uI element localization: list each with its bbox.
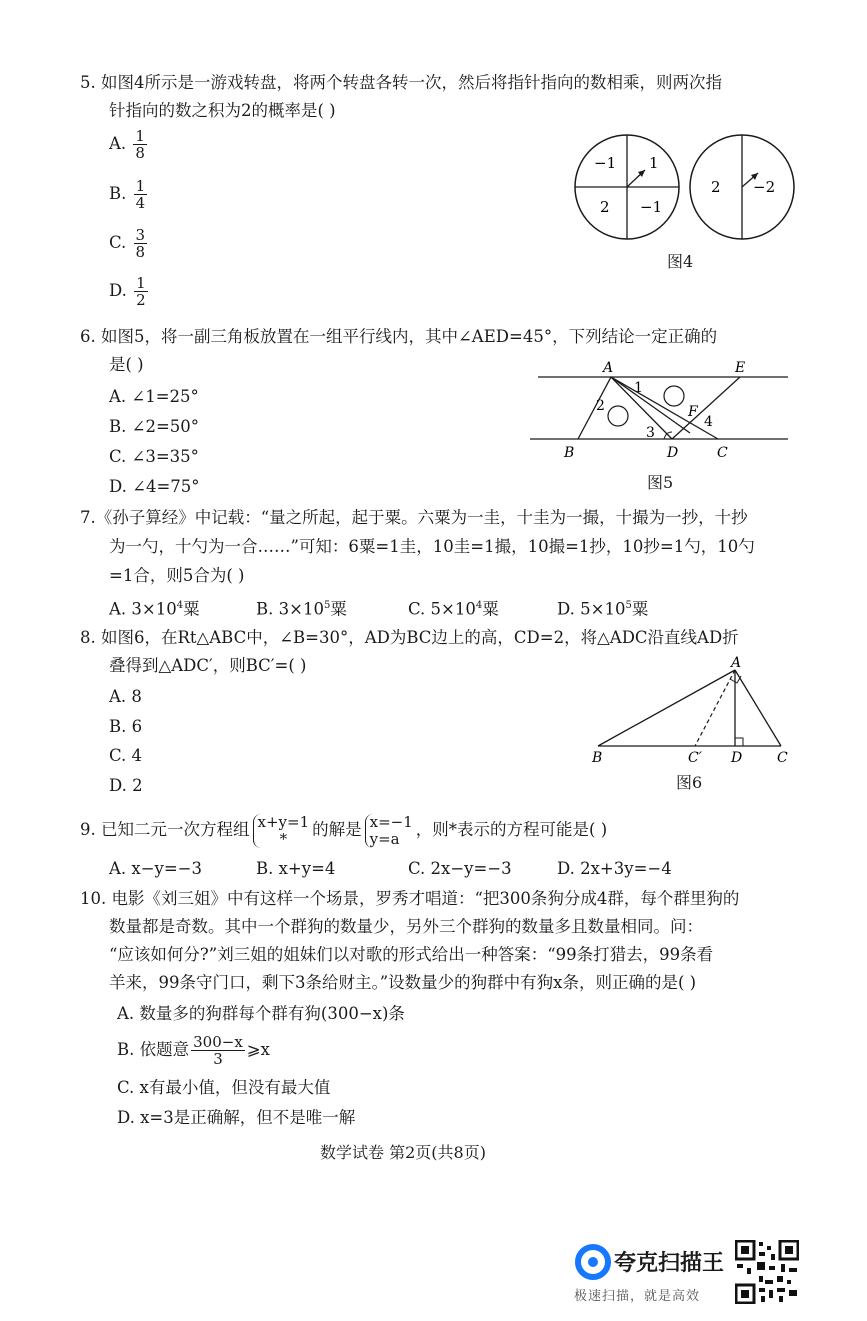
equation-system-2: x=−1 y=a xyxy=(365,814,413,848)
q8-option-a[interactable]: A. 8 xyxy=(109,687,142,706)
spinner2-label: 2 xyxy=(711,178,721,196)
svg-text:B: B xyxy=(592,750,603,766)
fraction: $\frac{1}{8}$ xyxy=(135,127,145,162)
q8-line1: 8. 如图6，在Rt△ABC中，∠B=30°，AD为BC边上的高，CD=2，将△ADC沿直线AD折 xyxy=(80,628,739,647)
q5-option-d[interactable]: D. $\frac{1}{2}$ xyxy=(109,274,146,309)
q9-option-b[interactable]: B. x+y=4 xyxy=(256,859,336,878)
q5-option-b[interactable]: B. $\frac{1}{4}$ xyxy=(109,177,146,212)
qr-code-icon xyxy=(735,1240,799,1304)
svg-text:4: 4 xyxy=(704,414,713,430)
figure-6-triangle xyxy=(585,652,800,770)
q5-option-a[interactable]: A. $\frac{1}{8}$ xyxy=(109,127,145,162)
q9-option-a[interactable]: A. x−y=−3 xyxy=(109,859,203,878)
q10-line4: 羊来，99条守门口，剩下3条给财主。”设数量少的狗群中有狗x条，则正确的是( ) xyxy=(109,973,697,992)
svg-text:3: 3 xyxy=(646,425,655,441)
svg-text:D: D xyxy=(667,445,679,461)
q7-line2: 为一勺，十勺为一合……”可知：6粟=1圭，10圭=1撮，10撮=1抄，10抄=1勺，10勺 xyxy=(109,537,755,556)
scanner-slogan: 极速扫描，就是高效 xyxy=(574,1289,701,1304)
figure-6-caption: 图6 xyxy=(676,773,703,792)
q7-option-c[interactable]: C. $5\times 10^4$粟 xyxy=(408,599,499,619)
spinner1-label: 2 xyxy=(600,198,610,216)
figure-5-triangles xyxy=(528,358,793,468)
q6-line2: 是( ) xyxy=(109,355,144,374)
q5-line2: 针指向的数之积为2的概率是( ) xyxy=(109,101,336,120)
svg-text:1: 1 xyxy=(634,380,643,396)
svg-text:F: F xyxy=(688,404,698,420)
svg-text:C: C xyxy=(777,750,788,766)
q7-option-b[interactable]: B. $3\times 10^5$粟 xyxy=(256,599,347,619)
q6-option-c[interactable]: C. ∠3=35° xyxy=(109,447,199,466)
q9-option-d[interactable]: D. 2x+3y=−4 xyxy=(557,859,672,878)
q10-option-c[interactable]: C. x有最小值，但没有最大值 xyxy=(117,1078,331,1097)
q10-option-b[interactable]: B. 依题意 $\frac{300-x}{3}$ ⩾x xyxy=(117,1033,270,1068)
svg-text:A: A xyxy=(731,655,742,671)
figure-4-caption: 图4 xyxy=(667,252,694,271)
svg-text:C: C xyxy=(717,445,728,461)
fraction: $\frac{300-x}{3}$ xyxy=(193,1033,243,1068)
page-footer: 数学试卷 第2页(共8页) xyxy=(320,1143,486,1162)
q10-line1: 10. 电影《刘三姐》中有这样一个场景，罗秀才唱道：“把300条狗分成4群，每个群里狗的 xyxy=(80,889,740,908)
fraction: $\frac{1}{4}$ xyxy=(135,177,146,212)
q8-line2: 叠得到△ADC′，则BC′=( ) xyxy=(109,656,307,675)
q6-line1: 6. 如图5，将一副三角板放置在一组平行线内，其中∠AED=45°，下列结论一定正确的 xyxy=(80,327,718,346)
q7-line1: 7.《孙子算经》中记载：“量之所起，起于粟。六粟为一圭，十圭为一撮，十撮为一抄，十抄 xyxy=(80,508,748,527)
svg-text:D: D xyxy=(731,750,743,766)
svg-text:E: E xyxy=(735,360,746,376)
q6-option-a[interactable]: A. ∠1=25° xyxy=(109,387,199,406)
svg-text:A: A xyxy=(603,360,614,376)
q10-option-a[interactable]: A. 数量多的狗群每个群有狗(300−x)条 xyxy=(117,1004,405,1023)
spinner-1 xyxy=(575,135,679,239)
fraction: $\frac{1}{2}$ xyxy=(136,274,146,309)
spinner-2 xyxy=(690,135,794,239)
q5-option-c[interactable]: C. $\frac{3}{8}$ xyxy=(109,226,146,261)
q7-option-d[interactable]: D. $5\times 10^5$粟 xyxy=(557,599,649,619)
quark-logo-icon xyxy=(575,1244,611,1280)
q8-option-b[interactable]: B. 6 xyxy=(109,717,143,736)
q10-line2: 数量都是奇数。其中一个群狗的数量少，另外三个群狗的数量多且数量相同。问： xyxy=(109,917,703,936)
spinner1-label: 1 xyxy=(649,154,659,172)
scanner-brand-name: 夸克扫描王 xyxy=(614,1251,725,1276)
q8-option-d[interactable]: D. 2 xyxy=(109,776,143,795)
figure-5-caption: 图5 xyxy=(647,473,674,492)
q7-option-a[interactable]: A. $3\times 10^4$粟 xyxy=(109,599,200,619)
spinner2-label: −2 xyxy=(753,178,776,196)
q10-option-d[interactable]: D. x=3是正确解，但不是唯一解 xyxy=(117,1108,356,1127)
q10-line3: “应该如何分?”刘三姐的姐妹们以对歌的形式给出一种答案：“99条打猎去，99条看 xyxy=(109,945,714,964)
svg-text:B: B xyxy=(564,445,575,461)
q7-line3: =1合，则5合为( ) xyxy=(109,566,245,585)
spinner1-label: −1 xyxy=(594,154,617,172)
equation-system-1: x+y=1 * xyxy=(253,814,310,848)
svg-text:2: 2 xyxy=(596,398,605,414)
q8-option-c[interactable]: C. 4 xyxy=(109,746,143,765)
spinner1-label: −1 xyxy=(640,198,663,216)
figure-4-spinners xyxy=(570,132,810,244)
svg-text:C′: C′ xyxy=(688,750,702,766)
q6-option-b[interactable]: B. ∠2=50° xyxy=(109,417,200,436)
q6-option-d[interactable]: D. ∠4=75° xyxy=(109,477,200,496)
fraction: $\frac{3}{8}$ xyxy=(135,226,146,261)
q9-line1: 9. 已知二元一次方程组 x+y=1 * 的解是 x=−1 y=a ，则*表示的方程可能是( ) xyxy=(80,812,608,848)
q9-option-c[interactable]: C. 2x−y=−3 xyxy=(408,859,512,878)
q5-line1: 5. 如图4所示是一游戏转盘，将两个转盘各转一次，然后将指针指向的数相乘，则两次指 xyxy=(80,73,722,92)
